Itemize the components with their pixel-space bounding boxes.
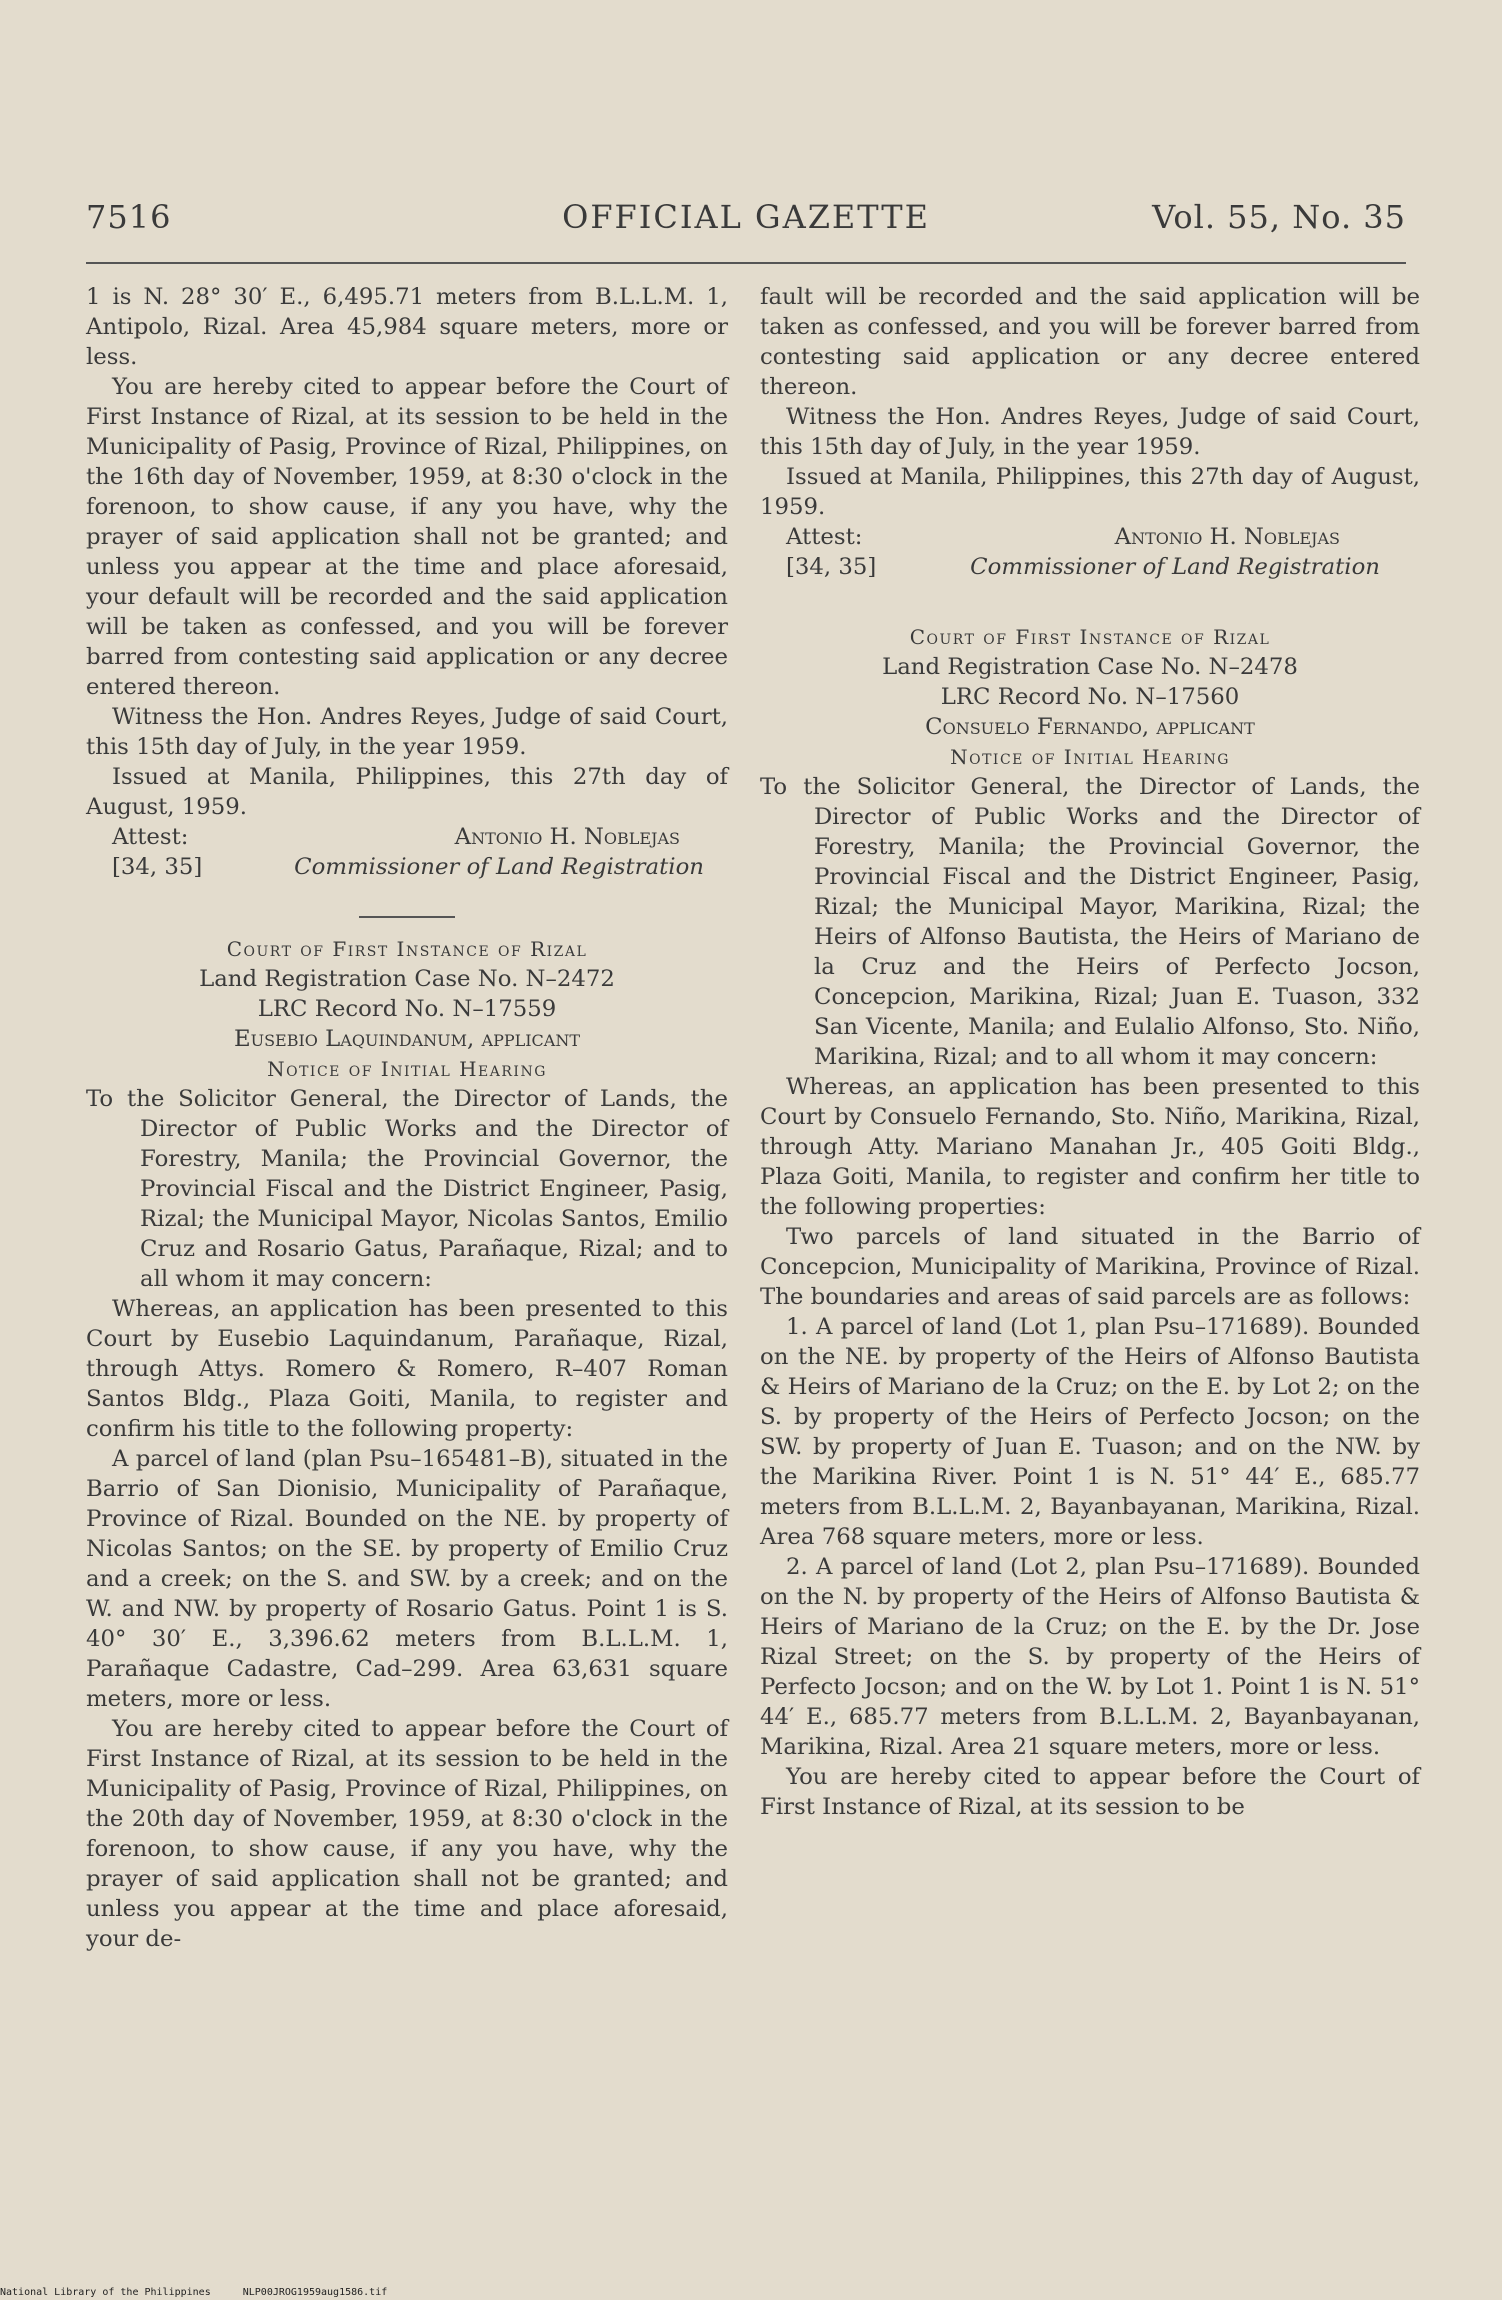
commissioner-title: Commissioner of Land Registration: [294, 854, 704, 880]
paragraph: Two parcels of land situated in the Barrio of Concepcion, Municipality of Marikina, Province of Rizal. The boundaries and areas of said parcels are as follows:: [760, 1224, 1420, 1310]
record-number: LRC Record No. N–17560: [940, 684, 1240, 710]
applicant-name: Consuelo Fernando, applicant: [925, 714, 1255, 740]
paragraph: 1 is N. 28° 30′ E., 6,495.71 meters from B.L.L.M. 1, Antipolo, Rizal. Area 45,984 square meters, more or less.: [86, 284, 728, 370]
court-heading: Court of First Instance of Rizal: [226, 937, 588, 961]
page-number: 7516: [86, 198, 172, 236]
page-header: [86, 198, 1406, 240]
paragraph: You are hereby cited to appear before the Court of First Instance of Rizal, at its session to be held in the Municipality of Pasig, Province of Rizal, Philippines, on the 20th day of November, 1959, at 8:30 o'clock in the forenoon, to show cause, if any you have, why the prayer of said application shall not be granted; and unless you appear at the time and place aforesaid, your de-: [86, 1716, 728, 1952]
paragraph: Whereas, an application has been presented to this Court by Eusebio Laquindanum, Parañaque, Rizal, through Attys. Romero & Romero, R–407 Roman Santos Bldg., Plaza Goiti, Manila, to register and confirm his title to the following property:: [86, 1296, 728, 1442]
notice-heading: Notice of Initial Hearing: [267, 1057, 547, 1081]
court-heading: Court of First Instance of Rizal: [909, 625, 1271, 649]
paragraph: 1. A parcel of land (Lot 1, plan Psu–171689). Bounded on the NE. by property of the Heirs of Alfonso Bautista & Heirs of Mariano de la Cruz; on the E. by Lot 2; on the S. by property of the Heirs of Perfecto Jocson; on the SW. by property of Juan E. Tuason; and on the NW. by the Marikina River. Point 1 is N. 51° 44′ E., 685.77 meters from B.L.L.M. 2, Bayanbayanan, Marikina, Rizal. Area 768 square meters, more or less.: [760, 1314, 1420, 1550]
notice-heading: Notice of Initial Hearing: [950, 745, 1230, 769]
library-credit: National Library of the Philippines: [0, 2287, 211, 2298]
publication-title: OFFICIAL GAZETTE: [562, 198, 930, 236]
attest-name: Antonio H. Noblejas: [1114, 524, 1340, 550]
scan-footer: [0, 2287, 413, 2298]
paragraph: 2. A parcel of land (Lot 2, plan Psu–171689). Bounded on the N. by property of the Heirs of Alfonso Bautista & Heirs of Mariano de la Cruz; on the E. by the Dr. Jose Rizal Street; on the S. by property of the Heirs of Perfecto Jocson; and on the W. by Lot 1. Point 1 is N. 51° 44′ E., 685.77 meters from B.L.L.M. 2, Bayanbayanan, Marikina, Rizal. Area 21 square meters, more or less.: [760, 1554, 1420, 1760]
attest-name: Antonio H. Noblejas: [454, 824, 680, 850]
right-column: [760, 282, 1420, 1822]
paragraph: Issued at Manila, Philippines, this 27th day of August, 1959.: [760, 464, 1420, 520]
attest-label: Attest:: [112, 824, 189, 850]
record-number: LRC Record No. N–17559: [257, 996, 557, 1022]
signature-line: [86, 852, 728, 882]
paragraph: A parcel of land (plan Psu–165481–B), situated in the Barrio of San Dionisio, Municipality of Parañaque, Province of Rizal. Bounded on the NE. by property of Nicolas Santos; on the SE. by property of Emilio Cruz and a creek; on the S. and SW. by a creek; and on the W. and NW. by property of Rosario Gatus. Point 1 is S. 40° 30′ E., 3,396.62 meters from B.L.L.M. 1, Parañaque Cadastre, Cad–299. Area 63,631 square meters, more or less.: [86, 1446, 728, 1712]
section-divider: [359, 916, 455, 918]
paragraph: Witness the Hon. Andres Reyes, Judge of said Court, this 15th day of July, in the year 1959.: [86, 704, 728, 760]
attest-label: Attest:: [786, 524, 863, 550]
signature-line: [760, 552, 1420, 582]
scan-filename: NLP00JROG1959aug1586.tif: [242, 2287, 388, 2298]
commissioner-title: Commissioner of Land Registration: [970, 554, 1380, 580]
case-number: Land Registration Case No. N–2472: [199, 966, 615, 992]
case-number: Land Registration Case No. N–2478: [882, 654, 1298, 680]
paragraph: Issued at Manila, Philippines, this 27th day of August, 1959.: [86, 764, 728, 820]
header-rule: [86, 262, 1406, 264]
paragraph: fault will be recorded and the said application will be taken as confessed, and you will be forever barred from contesting said application or any decree entered thereon.: [760, 284, 1420, 400]
issue-reference: [34, 35]: [112, 854, 203, 880]
paragraph: You are hereby cited to appear before the Court of First Instance of Rizal, at its session to be: [760, 1764, 1420, 1820]
attest-line: [760, 522, 1420, 552]
issue-reference: [34, 35]: [786, 554, 877, 580]
attest-line: [86, 822, 728, 852]
notice-address: To the Solicitor General, the Director of Lands, the Director of Public Works and the Director of Forestry, Manila; the Provincial Governor, the Provincial Fiscal and the District Engineer, Pasig, Rizal; the Municipal Mayor, Marikina, Rizal; the Heirs of Alfonso Bautista, the Heirs of Mariano de la Cruz and the Heirs of Perfecto Jocson, Concepcion, Marikina, Rizal; Juan E. Tuason, 332 San Vicente, Manila; and Eulalio Alfonso, Sto. Niño, Marikina, Rizal; and to all whom it may concern:: [760, 774, 1420, 1070]
paragraph: Whereas, an application has been presented to this Court by Consuelo Fernando, Sto. Niño, Marikina, Rizal, through Atty. Mariano Manahan Jr., 405 Goiti Bldg., Plaza Goiti, Manila, to register and confirm her title to the following properties:: [760, 1074, 1420, 1220]
left-column: [86, 282, 728, 1954]
volume-number: Vol. 55, No. 35: [1152, 198, 1406, 236]
applicant-name: Eusebio Laquindanum, applicant: [233, 1026, 581, 1052]
notice-address: To the Solicitor General, the Director of Lands, the Director of Public Works and the Director of Forestry, Manila; the Provincial Governor, the Provincial Fiscal and the District Engineer, Pasig, Rizal; the Municipal Mayor, Nicolas Santos, Emilio Cruz and Rosario Gatus, Parañaque, Rizal; and to all whom it may concern:: [86, 1086, 728, 1292]
paragraph: Witness the Hon. Andres Reyes, Judge of said Court, this 15th day of July, in the year 1959.: [760, 404, 1420, 460]
paragraph: You are hereby cited to appear before the Court of First Instance of Rizal, at its session to be held in the Municipality of Pasig, Province of Rizal, Philippines, on the 16th day of November, 1959, at 8:30 o'clock in the forenoon, to show cause, if any you have, why the prayer of said application shall not be granted; and unless you appear at the time and place aforesaid, your default will be recorded and the said application will be taken as confessed, and you will be forever barred from contesting said application or any decree entered thereon.: [86, 374, 728, 700]
